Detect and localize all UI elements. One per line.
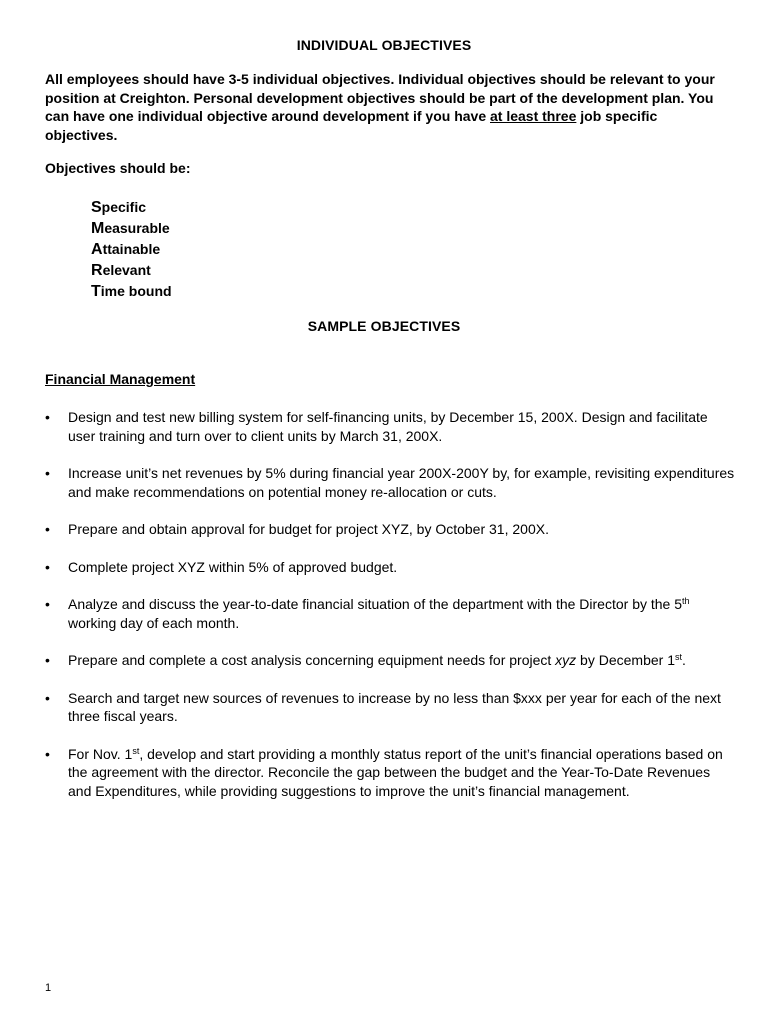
bullet-text: Complete project XYZ within 5% of approved budget.	[68, 558, 398, 575]
project-name-italic: xyz	[555, 652, 577, 668]
smart-item	[91, 218, 172, 239]
bullet-text	[68, 596, 690, 631]
ordinal-suffix: st	[132, 745, 140, 756]
smart-rest: ime bound	[100, 283, 172, 299]
bullet-item	[45, 651, 735, 670]
bullet-text-part: , develop and start providing a monthly status report of the unit’s financial operations based on the agreement with the director. Reconcile the gap between the budget and the Year-To-Date Revenues and Expenditures, while providing suggestions to improve the unit’s financial management.	[68, 745, 723, 799]
bullet-text: Increase unit’s net revenues by 5% during financial year 200X-200Y by, for example, revisiting expenditures and make recommendations on potential money re-allocation or cuts.	[68, 465, 735, 500]
ordinal-suffix: st	[675, 652, 683, 662]
smart-initial: R	[91, 262, 103, 279]
bullet-icon: •	[45, 465, 50, 481]
bullet-item	[45, 745, 735, 801]
bullet-icon: •	[45, 409, 50, 425]
bullet-text-part: by December 1	[576, 652, 675, 668]
objectives-bullet-list	[45, 408, 735, 819]
smart-rest: easurable	[104, 220, 170, 236]
bullet-icon: •	[45, 596, 50, 612]
bullet-icon: •	[45, 652, 50, 668]
intro-text-after: job specific objectives.	[45, 108, 658, 143]
smart-initial: A	[91, 241, 103, 258]
smart-initial: T	[91, 283, 101, 300]
page-title: INDIVIDUAL OBJECTIVES	[296, 37, 472, 53]
sample-objectives-heading: SAMPLE OBJECTIVES	[307, 318, 461, 334]
bullet-text-part: .	[682, 652, 686, 668]
intro-underlined-text: at least three	[490, 108, 577, 124]
bullet-text	[68, 652, 686, 668]
bullet-text	[68, 746, 723, 799]
smart-rest: pecific	[101, 199, 147, 215]
smart-rest: elevant	[102, 262, 151, 278]
bullet-text: Search and target new sources of revenues to increase by no less than $xxx per year for each of the next three fiscal years.	[68, 689, 721, 724]
smart-initial: M	[91, 220, 105, 237]
bullet-item	[45, 464, 735, 501]
bullet-item	[45, 408, 735, 445]
bullet-item	[45, 520, 735, 539]
bullet-text-part: For Nov. 1	[68, 745, 133, 762]
bullet-icon: •	[45, 558, 50, 575]
smart-item	[91, 281, 172, 302]
smart-item	[91, 260, 172, 281]
smart-rest: ttainable	[102, 241, 161, 257]
page-number: 1	[45, 982, 52, 994]
bullet-icon: •	[45, 689, 50, 706]
intro-paragraph	[45, 70, 725, 144]
bullet-text-part: Prepare and complete a cost analysis concerning equipment needs for project	[68, 652, 556, 668]
smart-item	[91, 197, 172, 218]
bullet-icon: •	[45, 745, 50, 762]
bullet-text: Prepare and obtain approval for budget for project XYZ, by October 31, 200X.	[68, 521, 549, 537]
smart-list	[91, 197, 172, 302]
bullet-text-part: Analyze and discuss the year-to-date financial situation of the department with the Director by the 5	[68, 596, 683, 612]
intro-text-before: All employees should have 3-5 individual objectives. Individual objectives should be relevant to your position at Creighton. Personal development objectives should be part of the development plan. You can have one individual objective around development if you have	[45, 71, 715, 124]
bullet-icon: •	[45, 521, 50, 537]
bullet-text-part: working day of each month.	[68, 614, 240, 631]
smart-initial: S	[91, 199, 102, 216]
bullet-item	[45, 689, 735, 726]
bullet-item	[45, 595, 735, 632]
ordinal-suffix: th	[682, 596, 690, 606]
objectives-label: Objectives should be:	[45, 160, 191, 176]
bullet-item	[45, 558, 735, 577]
smart-item	[91, 239, 172, 260]
financial-management-heading: Financial Management	[45, 371, 196, 387]
bullet-text: Design and test new billing system for self-financing units, by December 15, 200X. Design and facilitate user training and turn over to client units by March 31, 200X.	[68, 409, 708, 444]
